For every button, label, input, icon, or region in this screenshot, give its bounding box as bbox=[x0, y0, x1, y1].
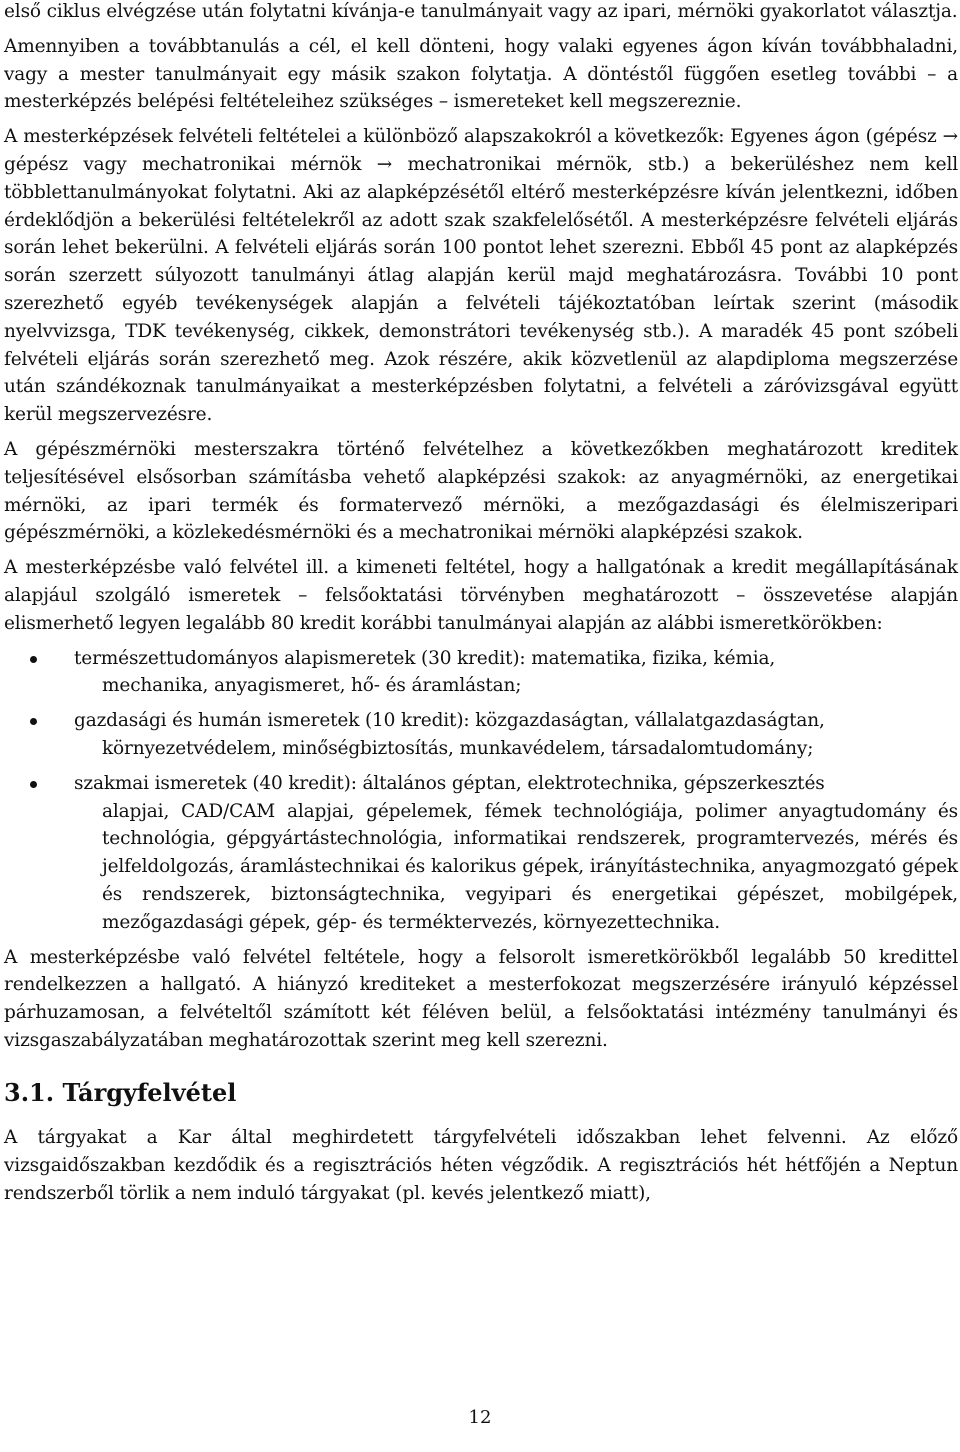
paragraph-admission-conditions: A mesterképzések felvételi feltételei a különböző alapszakokról a következők: Egyenes ágon (gépész → gépész vagy mechatronikai mérnök → mechatronikai mérnök, stb.) a bekerüléshez nem kell többlettanulmányokat folytatni. Aki az alapképzésétől eltérő mesterképzésre kíván jelentkezni, időben érdeklődjön a bekerülési feltételekről az adott szak szakfelelősétől. A mesterképzésre felvételi eljárás során lehet bekerülni. A felvételi eljárás során 100 pontot lehet szerezni. Ebből 45 pont az alapképzés során szerzett súlyozott tanulmányi átlag alapján kerül majd meghatározásra. További 10 pont szerezhető egyéb tevékenységek alapján a felvételi tájékoztatóban leírtak szerint (második nyelvvizsga, TDK tevékenység, cikkek, demonstrátori tevékenység stb.). A maradék 45 pont szóbeli felvételi eljárás során szerezhető meg. Azok részére, akik közvetlenül az alapdiploma megszerzése után szándékoznak tanulmányaikat a mesterképzésben folytatni, a felvételi a záróvizsgával együtt kerül megszervezésre. bbox=[4, 126, 958, 426]
bullet-icon bbox=[30, 718, 37, 725]
paragraph-continuation: első ciklus elvégzése után folytatni kívánja-e tanulmányait vagy az ipari, mérnöki gyakorlatot választja. bbox=[4, 1, 958, 22]
page-number: 12 bbox=[468, 1407, 492, 1428]
paragraph-missing-credits: A mesterképzésbe való felvétel feltétele, hogy a felsorolt ismeretkörökből legalább 50 kredittel rendelkezzen a hallgató. A hiányzó krediteket a mesterfokozat megszerzésére irányuló képzéssel párhuzamosan, a felvételtől számított két féléven belül, a felsőoktatási intézmény tanulmányi és vizsgaszabályzatában meghatározottak szerint meg kell szerezni. bbox=[4, 946, 958, 1051]
list-item-first-line: szakmai ismeretek (40 kredit): általános géptan, elektrotechnika, gépszerkesztés bbox=[74, 772, 825, 794]
list-item bbox=[4, 645, 958, 701]
section-heading: 3.1. Tárgyfelvétel bbox=[4, 1077, 237, 1107]
list-item bbox=[4, 770, 958, 937]
page-content bbox=[4, 0, 958, 1215]
paragraph-further-study: Amennyiben a továbbtanulás a cél, el kell dönteni, hogy valaki egyenes ágon kíván továbbhaladni, vagy a mester tanulmányait egy másik szakon folytatja. A döntéstől függően esetleg további – a mesterképzés belépési feltételeihez szükséges – ismereteket kell megszereznie. bbox=[4, 35, 958, 113]
paragraph-course-registration: A tárgyakat a Kar által meghirdetett tárgyfelvételi időszakban lehet felvenni. Az előző vizsgaidőszakban kezdődik és a regisztrációs héten végződik. A regisztrációs hét hétfőjén a Neptun rendszerből törlik a nem induló tárgyakat (pl. kevés jelentkező miatt), bbox=[4, 1127, 958, 1205]
list-item-first-line: természettudományos alapismeretek (30 kredit): matematika, fizika, kémia, bbox=[74, 647, 776, 669]
bullet-icon bbox=[30, 656, 37, 663]
list-item-continuation: mechanika, anyagismeret, hő- és áramlástan; bbox=[102, 675, 522, 697]
list-item-continuation: környezetvédelem, minőségbiztosítás, munkavédelem, társadalomtudomány; bbox=[102, 737, 814, 759]
list-item bbox=[4, 707, 958, 763]
list-item-continuation: alapjai, CAD/CAM alapjai, gépelemek, fémek technológiája, polimer anyagtudomány és technológia, gépgyártástechnológia, informatikai rendszerek, programtervezés, mérés és jelfeldolgozás, áramlástechnikai és kalorikus gépek, irányítástechnika, anyagmozgató gépek és rendszerek, biztonságtechnika, vegyipari és energetikai gépészet, mobilgépek, mezőgazdasági gépek, gép- és terméktervezés, környezettechnika. bbox=[102, 800, 958, 933]
bullet-icon bbox=[30, 781, 37, 788]
knowledge-area-list bbox=[4, 645, 958, 937]
paragraph-credit-requirement: A mesterképzésbe való felvétel ill. a kimeneti feltétel, hogy a hallgatónak a kredit megállapításának alapjául szolgáló ismeretek – felsőoktatási törvényben meghatározott – összevetése alapján elismerhető legyen legalább 80 kredit korábbi tanulmányai alapján az alábbi ismeretkörökben: bbox=[4, 557, 958, 634]
list-item-first-line: gazdasági és humán ismeretek (10 kredit): közgazdaságtan, vállalatgazdaságtan, bbox=[74, 710, 825, 732]
paragraph-eligible-programs: A gépészmérnöki mesterszakra történő felvételhez a következőkben meghatározott kreditek teljesítésével elsősorban számításba vehető alapképzési szakok: az anyagmérnöki, az energetikai mérnöki, az ipari termék és formatervező mérnöki, a mezőgazdasági és élelmiszeripari gépészmérnöki, a közlekedésmérnöki és a mechatronikai mérnöki alapképzési szakok. bbox=[4, 438, 958, 544]
